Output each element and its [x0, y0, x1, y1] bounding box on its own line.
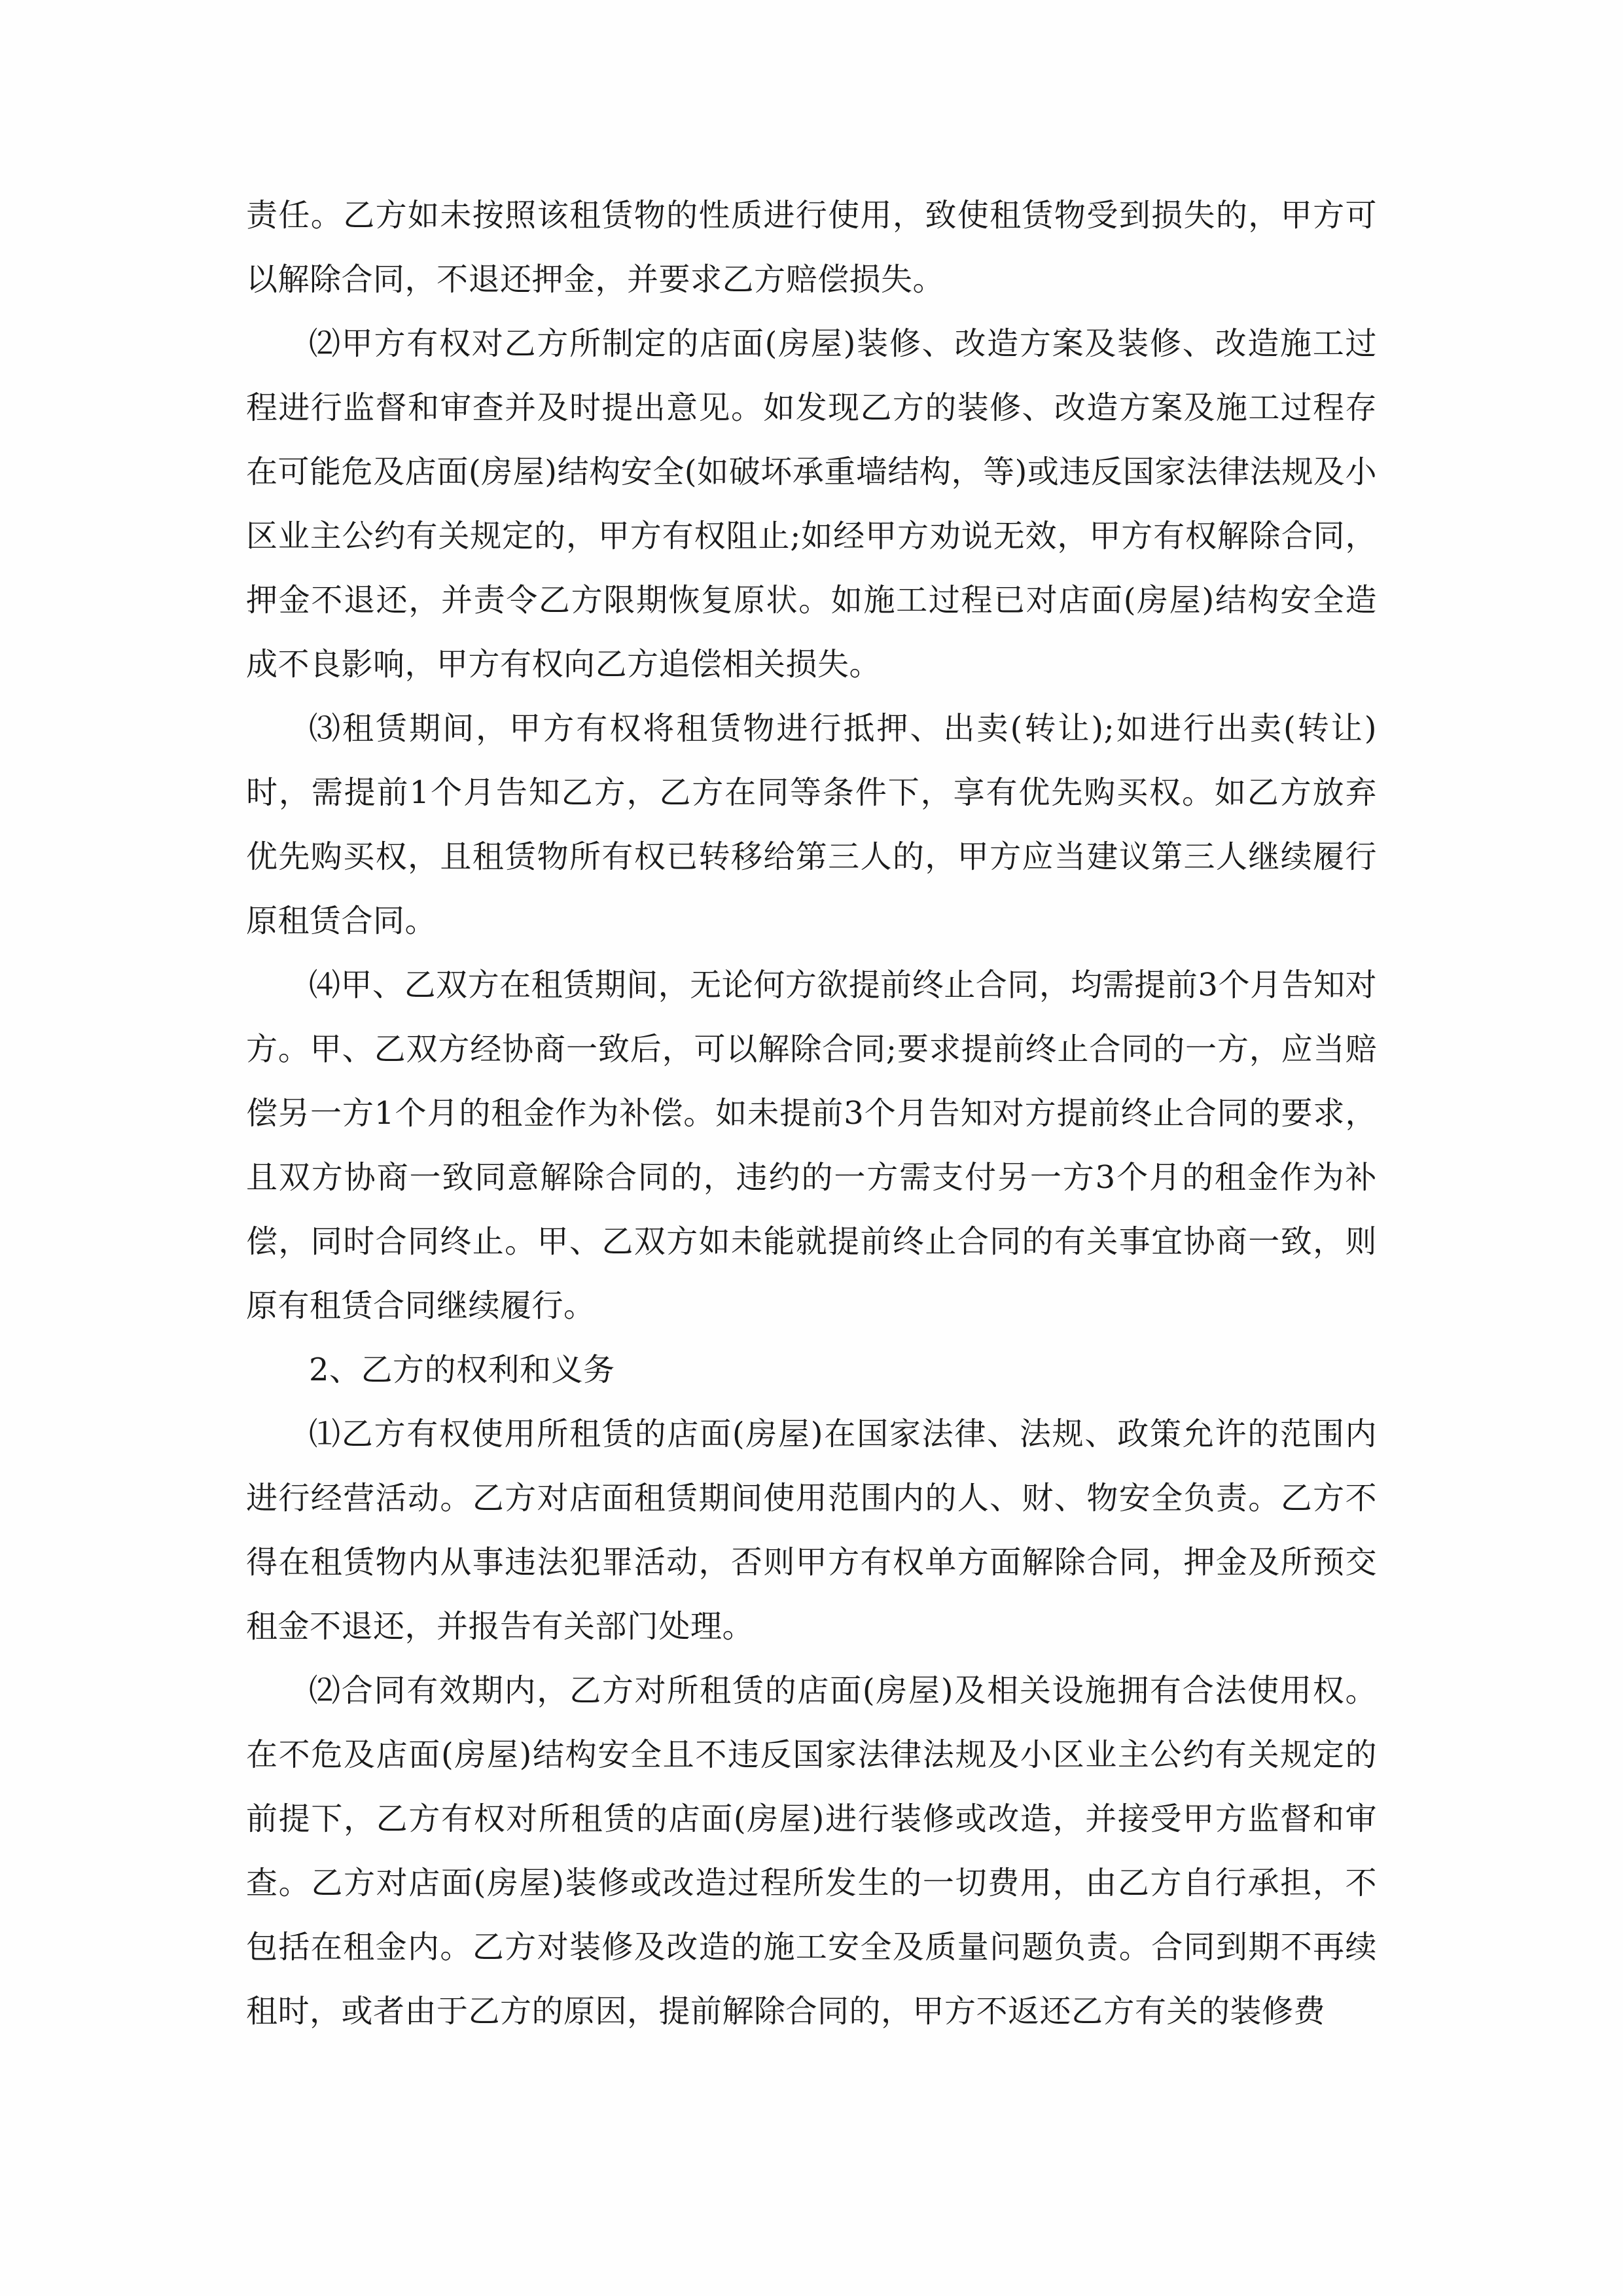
paragraph-clause-2: ⑵甲方有权对乙方所制定的店面(房屋)装修、改造方案及装修、改造施工过程进行监督和审查并及时提出意见。如发现乙方的装修、改造方案及施工过程存在可能危及店面(房屋)结构安全(如破坏承重墙结构，等)或违反国家法律法规及小区业主公约有关规定的，甲方有权阻止;如经甲方劝说无效，甲方有权解除合同，押金不退还，并责令乙方限期恢复原状。如施工过程已对店面(房屋)结构安全造成不良影响，甲方有权向乙方追偿相关损失。	[246, 325, 1377, 683]
paragraph-party-b-clause-2: ⑵合同有效期内，乙方对所租赁的店面(房屋)及相关设施拥有合法使用权。在不危及店面(房屋)结构安全且不违反国家法律法规及小区业主公约有关规定的前提下，乙方有权对所租赁的店面(房屋)进行装修或改造，并接受甲方监督和审查。乙方对店面(房屋)装修或改造过程所发生的一切费用，由乙方自行承担，不包括在租金内。乙方对装修及改造的施工安全及质量问题负责。合同到期不再续租时，或者由于乙方的原因，提前解除合同的，甲方不返还乙方有关的装修费	[246, 1672, 1377, 2030]
document-body	[246, 183, 1377, 2043]
section-heading-party-b-rights: 2、乙方的权利和义务	[309, 1352, 615, 1388]
paragraph-clause-3: ⑶租赁期间，甲方有权将租赁物进行抵押、出卖(转让);如进行出卖(转让)时，需提前1个月告知乙方，乙方在同等条件下，享有优先购买权。如乙方放弃优先购买权，且租赁物所有权已转移给第三人的，甲方应当建议第三人继续履行原租赁合同。	[246, 710, 1377, 939]
paragraph-clause-4: ⑷甲、乙双方在租赁期间，无论何方欲提前终止合同，均需提前3个月告知对方。甲、乙双方经协商一致后，可以解除合同;要求提前终止合同的一方，应当赔偿另一方1个月的租金作为补偿。如未提前3个月告知对方提前终止合同的要求，且双方协商一致同意解除合同的，违约的一方需支付另一方3个月的租金作为补偿，同时合同终止。甲、乙双方如未能就提前终止合同的有关事宜协商一致，则原有租赁合同继续履行。	[246, 967, 1377, 1324]
paragraph-continuation: 责任。乙方如未按照该租赁物的性质进行使用，致使租赁物受到损失的，甲方可以解除合同，不退还押金，并要求乙方赔偿损失。	[246, 197, 1377, 298]
paragraph-party-b-clause-1: ⑴乙方有权使用所租赁的店面(房屋)在国家法律、法规、政策允许的范围内进行经营活动。乙方对店面租赁期间使用范围内的人、财、物安全负责。乙方不得在租赁物内从事违法犯罪活动，否则甲方有权单方面解除合同，押金及所预交租金不退还，并报告有关部门处理。	[246, 1416, 1377, 1645]
